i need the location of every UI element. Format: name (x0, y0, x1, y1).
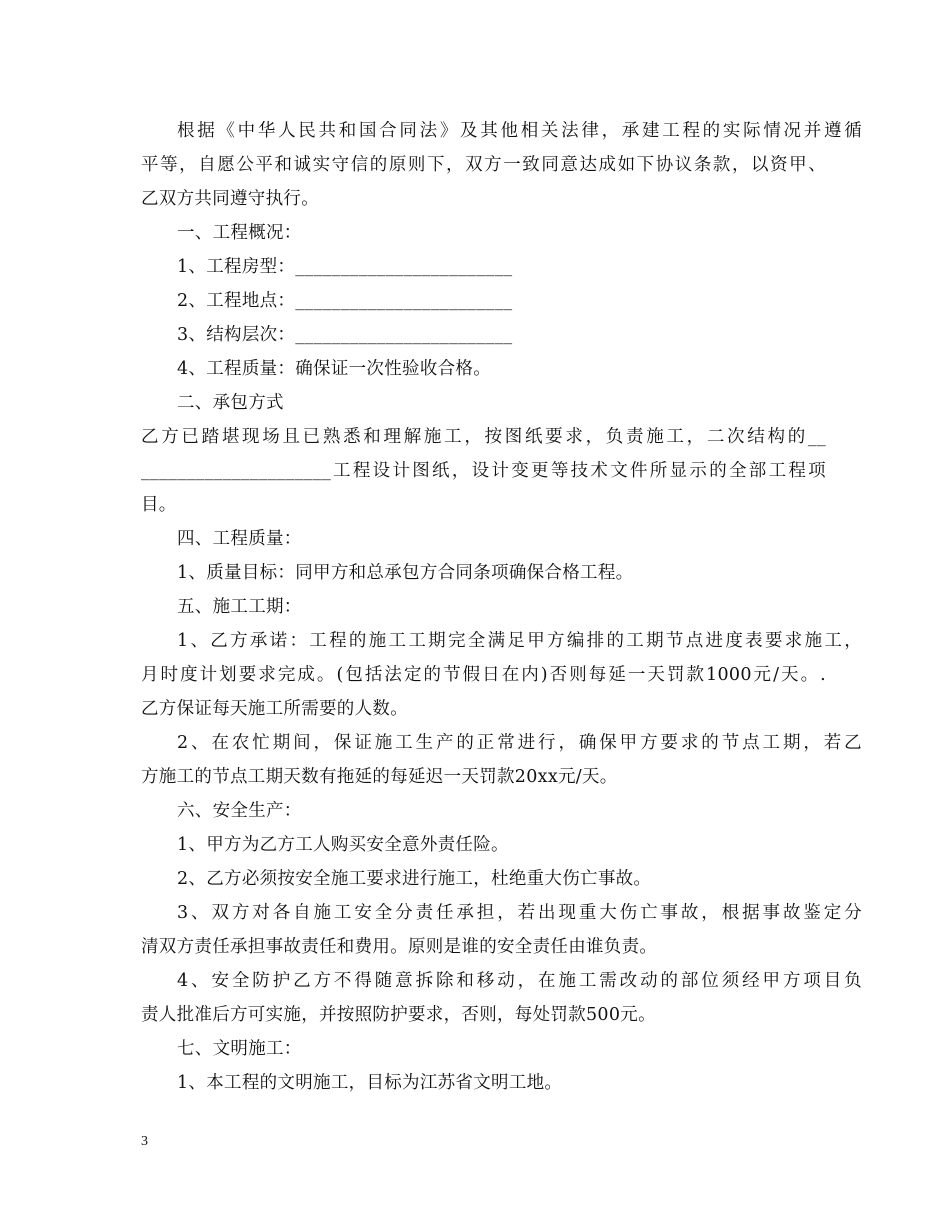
safety-item-4-line-1: 4、安全防护乙方不得随意拆除和移动，在施工需改动的部位须经甲方项目负 (177, 971, 862, 991)
section-heading-project-quality: 四、工程质量： (177, 529, 302, 549)
safety-item-2: 2、乙方必须按安全施工要求进行施工，杜绝重大伤亡事故。 (177, 869, 652, 889)
safety-item-4-line-2: 责人批准后方可实施，并按照防护要求，否则，每处罚款500元。 (141, 1005, 656, 1025)
safety-item-3-line-2: 清双方责任承担事故责任和费用。原则是谁的安全责任由谁负责。 (141, 937, 658, 957)
contracting-method-line-1: 乙方已踏堪现场且已熟悉和理解施工，按图纸要求，负责施工，二次结构的__ (141, 427, 826, 447)
section-heading-safety-production: 六、安全生产： (177, 801, 302, 821)
paragraph-intro-line-1: 根据《中华人民共和国合同法》及其他相关法律，承建工程的实际情况并遵循 (177, 121, 862, 141)
contracting-method-line-2: _____________________工程设计图纸，设计变更等技术文件所显示的全部工程项 (141, 461, 826, 481)
construction-period-item-2-line-2: 方施工的节点工期天数有拖延的每延迟一天罚款20xx元/天。 (141, 767, 618, 787)
quality-target-line: 1、质量目标：同甲方和总承包方合同条项确保合格工程。 (177, 563, 634, 583)
safety-item-1: 1、甲方为乙方工人购买安全意外责任险。 (177, 835, 509, 855)
construction-period-item-1-line-2: 月时度计划要求完成。(包括法定的节假日在内)否则每延一天罚款1000元/天。. (141, 665, 826, 685)
section-heading-contracting-method: 二、承包方式 (177, 393, 284, 413)
section-heading-construction-period: 五、施工工期： (177, 597, 302, 617)
paragraph-intro-line-2: 平等，自愿公平和诚实守信的原则下，双方一致同意达成如下协议条款，以资甲、 (141, 155, 826, 175)
project-location-field: 2、工程地点：________________________ (177, 291, 513, 311)
structure-levels-field: 3、结构层次：________________________ (177, 325, 513, 345)
section-heading-project-overview: 一、工程概况： (177, 223, 302, 243)
civilized-construction-item-1: 1、本工程的文明施工，目标为江苏省文明工地。 (177, 1073, 563, 1093)
construction-period-item-1-line-1: 1、乙方承诺：工程的施工工期完全满足甲方编排的工期节点进度表要求施工， (177, 631, 862, 651)
project-type-field: 1、工程房型：________________________ (177, 257, 513, 277)
section-heading-civilized-construction: 七、文明施工： (177, 1039, 302, 1059)
construction-period-item-2-line-1: 2、在农忙期间，保证施工生产的正常进行，确保甲方要求的节点工期，若乙 (177, 733, 862, 753)
page-number: 3 (141, 1134, 148, 1149)
construction-period-item-1-line-3: 乙方保证每天施工所需要的人数。 (141, 699, 408, 719)
contracting-method-line-3: 目。 (141, 495, 177, 515)
paragraph-intro-line-3: 乙双方共同遵守执行。 (141, 189, 319, 209)
safety-item-3-line-1: 3、双方对各自施工安全分责任承担，若出现重大伤亡事故，根据事故鉴定分 (177, 903, 862, 923)
project-quality-line: 4、工程质量：确保证一次性验收合格。 (177, 359, 492, 379)
